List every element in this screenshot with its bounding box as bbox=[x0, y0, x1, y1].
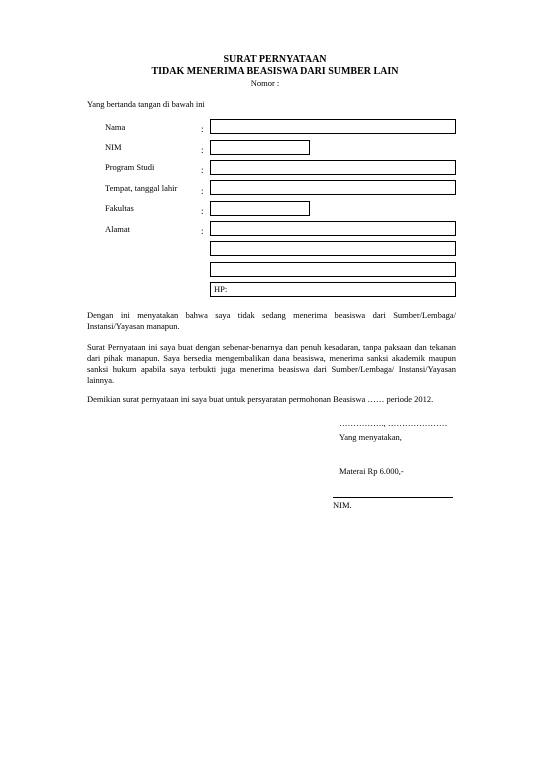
statement-paragraph: Dengan ini menyatakan bahwa saya tidak sedang menerima beasiswa dari Sumber/Lembaga/ Instansi/Yayasan manapun. bbox=[87, 310, 456, 331]
stamp-duty-label: Materai Rp 6.000,- bbox=[339, 466, 404, 476]
closing-paragraph: Demikian surat pernyataan ini saya buat untuk persyaratan permohonan Beasiswa …… periode 2012. bbox=[87, 394, 434, 404]
program-studi-label: Program Studi bbox=[105, 162, 155, 172]
signature-date: ……………., ………………… bbox=[339, 418, 448, 428]
nim-label: NIM bbox=[105, 142, 122, 152]
document-subtitle: TIDAK MENERIMA BEASISWA DARI SUMBER LAIN bbox=[151, 66, 399, 77]
hp-label: HP: bbox=[214, 284, 228, 294]
signature-line bbox=[333, 497, 453, 498]
program-studi-field[interactable] bbox=[210, 160, 456, 175]
ttl-label: Tempat, tanggal lahir bbox=[105, 183, 178, 193]
nomor-label bbox=[0, 78, 550, 88]
program-studi-colon: : bbox=[201, 165, 204, 175]
alamat-colon: : bbox=[201, 226, 204, 236]
fakultas-colon: : bbox=[201, 206, 204, 216]
nama-field[interactable] bbox=[210, 119, 456, 134]
intro-text: Yang bertanda tangan di bawah ini bbox=[87, 99, 205, 109]
hp-field[interactable] bbox=[210, 282, 456, 297]
ttl-colon: : bbox=[201, 186, 204, 196]
nama-colon: : bbox=[201, 124, 204, 134]
document-title: SURAT PERNYATAAN bbox=[223, 54, 327, 65]
signature-declarant: Yang menyatakan, bbox=[339, 432, 402, 442]
fakultas-field[interactable] bbox=[210, 201, 310, 216]
signature-nim: NIM. bbox=[333, 500, 352, 510]
alamat-label: Alamat bbox=[105, 224, 131, 234]
ttl-field[interactable] bbox=[210, 180, 456, 195]
nomor-text: Nomor : bbox=[250, 78, 280, 88]
alamat-field-1[interactable] bbox=[210, 221, 456, 236]
nim-colon: : bbox=[201, 145, 204, 155]
alamat-field-3[interactable] bbox=[210, 262, 456, 277]
alamat-field-2[interactable] bbox=[210, 241, 456, 256]
nama-label: Nama bbox=[105, 122, 126, 132]
fakultas-label: Fakultas bbox=[105, 203, 134, 213]
nim-field[interactable] bbox=[210, 140, 310, 155]
declaration-paragraph: Surat Pernyataan ini saya buat dengan sebenar-benarnya dan penuh kesadaran, tanpa paksaan dan tekanan dari pihak manapun. Saya bersedia mengembalikan dana beasiswa, menerima sanksi akademik maupun sanksi hukum apabila saya terbukti juga menerima beasiswa dari Sumber/Lembaga/ Instansi/Yayasan lainnya. bbox=[87, 342, 456, 385]
